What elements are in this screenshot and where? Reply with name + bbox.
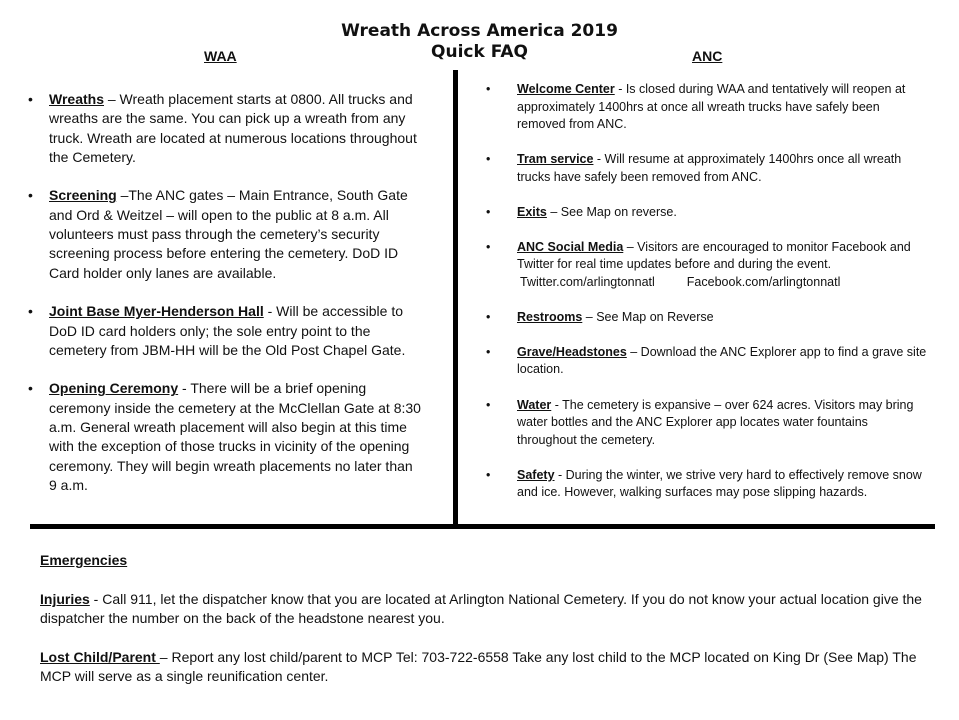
section-divider — [30, 524, 935, 529]
page-subtitle: Quick FAQ — [431, 42, 528, 62]
item-text: - Will be accessible to DoD ID card holders only; the sole entry point to the cemetery from JBM-HH will be the Old Post Chapel Gate. — [49, 303, 406, 358]
item-lead: Grave/Headstones — [517, 344, 627, 359]
item-text: – See Map on reverse. — [546, 204, 677, 219]
anc-item-social-media — [484, 239, 929, 292]
waa-item-screening — [28, 186, 423, 282]
waa-faq-list — [28, 90, 423, 515]
bullet-icon: • — [28, 91, 33, 107]
item-text: - During the winter, we strive very hard to effectively remove snow and ice. However, walking surfaces may pose slipping hazards. — [517, 467, 922, 500]
item-lead: ANC Social Media — [517, 239, 624, 254]
waa-item-jbmhh — [28, 302, 423, 360]
waa-item-opening-ceremony — [28, 379, 423, 495]
item-lead: Welcome Center — [517, 82, 615, 96]
anc-column-heading: ANC — [692, 48, 723, 64]
anc-item-tram-service — [484, 151, 929, 186]
emergencies-heading: Emergencies — [40, 552, 128, 568]
bullet-icon: • — [28, 380, 33, 397]
anc-faq-list — [484, 81, 929, 519]
lost-child-paragraph — [40, 648, 930, 686]
item-lead: Safety — [517, 467, 555, 482]
anc-item-safety — [484, 467, 929, 502]
item-text: – See Map on Reverse — [582, 309, 714, 324]
lost-child-lead: Lost Child/Parent — [40, 649, 160, 665]
facebook-link[interactable]: Facebook.com/arlingtonnatl — [686, 274, 841, 289]
item-text: - There will be a brief opening ceremony inside the cemetery at the McClellan Gate at 8:30 a.m. General wreath placement will also begin at this time with the exception of those trucks in vicinity of the opening ceremony. They will begin wreath placements no later than 9 a.m. — [49, 380, 421, 493]
bullet-icon: • — [28, 187, 33, 204]
item-lead: Opening Ceremony — [49, 380, 179, 397]
item-text: - The cemetery is expansive – over 624 acres. Visitors may bring water bottles and the ANC Explorer app locates water fountains throughout the cemetery. — [517, 397, 914, 447]
item-lead: Exits — [517, 204, 547, 219]
item-lead: Wreaths — [49, 91, 104, 107]
item-lead: Joint Base Myer-Henderson Hall — [49, 303, 264, 320]
item-text: - Is closed during WAA and tentatively will reopen at approximately 1400hrs at once all wreath trucks have safely been removed from ANC. — [517, 82, 906, 131]
injuries-text: - Call 911, let the dispatcher know that you are located at Arlington National Cemetery. If you do not know your actual location give the dispatcher the number on the back of the headstone nearest you. — [40, 591, 922, 626]
twitter-link[interactable]: Twitter.com/arlingtonnatl — [520, 274, 655, 289]
column-divider — [453, 70, 458, 525]
item-lead: Water — [517, 397, 552, 412]
bullet-icon: • — [486, 309, 491, 324]
item-text: - Will resume at approximately 1400hrs once all wreath trucks have safely been removed from ANC. — [517, 152, 902, 184]
bullet-icon: • — [486, 467, 491, 482]
injuries-paragraph — [40, 590, 930, 628]
item-lead: Screening — [49, 187, 117, 204]
bullet-icon: • — [486, 82, 491, 96]
injuries-lead: Injuries — [40, 591, 90, 607]
bullet-icon: • — [486, 204, 491, 219]
lost-child-text: – Report any lost child/parent to MCP Tel: 703-722-6558 Take any lost child to the MCP located on King Dr (See Map) The MCP will serve as a single reunification center. — [40, 649, 917, 684]
bullet-icon: • — [486, 397, 491, 412]
anc-item-grave-headstones — [484, 344, 929, 379]
waa-column-heading: WAA — [204, 48, 237, 64]
item-text: – Visitors are encouraged to monitor Facebook and Twitter for real time updates before and during the event. — [517, 239, 911, 272]
item-lead: Tram service — [517, 152, 594, 167]
item-lead: Restrooms — [517, 309, 583, 324]
anc-item-welcome-center — [484, 81, 929, 134]
item-text: – Wreath placement starts at 0800. All trucks and wreaths are the same. You can pick up a wreath from any truck. Wreath are located at numerous locations throughout the Cemetery. — [49, 91, 417, 165]
bullet-icon: • — [486, 344, 491, 359]
anc-item-water — [484, 397, 929, 450]
item-text: – Download the ANC Explorer app to find a grave site location. — [517, 344, 927, 377]
page-title: Wreath Across America 2019 — [341, 21, 618, 41]
anc-item-restrooms — [484, 309, 929, 327]
bullet-icon: • — [486, 152, 491, 167]
anc-item-exits — [484, 204, 929, 222]
item-text: –The ANC gates – Main Entrance, South Gate and Ord & Weitzel – will open to the public at 8 a.m. All volunteers must pass through the cemetery’s security screening process before entering the cemetery. DoD ID Card holder only lanes are available. — [49, 187, 408, 281]
social-links — [517, 274, 929, 292]
waa-item-wreaths — [28, 90, 423, 167]
bullet-icon: • — [28, 303, 33, 320]
bullet-icon: • — [486, 239, 491, 254]
